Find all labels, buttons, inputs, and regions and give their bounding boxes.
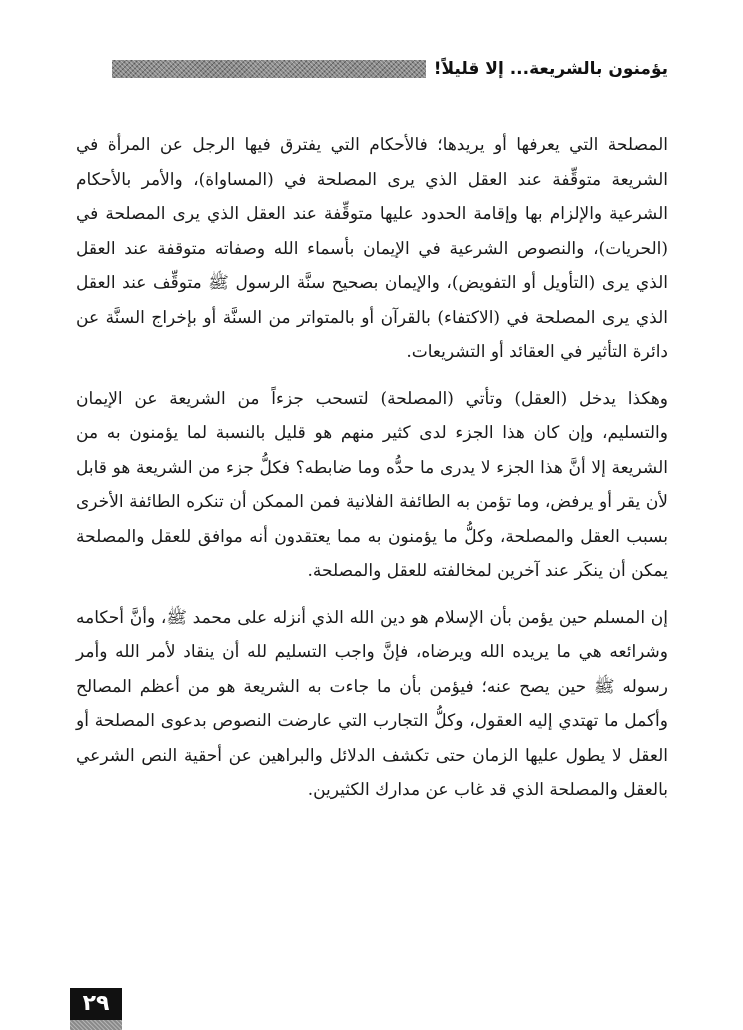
paragraph-3: إن المسلم حين يؤمن بأن الإسلام هو دين الله الذي أنزله على محمد ﷺ، وأنَّ أحكامه وشرائعه هي ما يريده الله ويرضاه، فإنَّ واجب التسليم لله أن ينقاد لأمر الله وأمر رسوله ﷺ حين يصح عنه؛ فيؤمن بأن ما جاءت به الشريعة هو من أعظم المصالح وأكمل ما تهتدي إليه العقول، وكلُّ التجارب التي عارضت النصوص بدعوى المصلحة أو العقل لا يطول عليها الزمان حتى تكشف الدلائل والبراهين عن أحقية النص الشرعي بالعقل والمصلحة الذي قد غاب عن مدارك الكثيرين. [76,607,668,800]
running-title: يؤمنون بالشريعة... إلا قليلاً! [433,59,668,79]
running-header [112,58,668,80]
body-text [76,128,668,808]
page-number-decorative-band [70,1020,122,1030]
header-decorative-band [112,60,426,78]
paragraph-2: وهكذا يدخل (العقل) وتأتي (المصلحة) لتسحب جزءاً من الشريعة عن الإيمان والتسليم، وإن كان هذا الجزء لدى كثير منهم هو قليل بالنسبة لما يؤمنون به من الشريعة إلا أنَّ هذا الجزء لا يدرى ما حدُّه وما ضابطه؟ فكلُّ جزء من الشريعة هو قابل لأن يقر أو يرفض، وما تؤمن به الطائفة الفلانية فمن الممكن أن تنكره الطائفة الأخرى بسبب العقل والمصلحة، وكلُّ ما يؤمنون به مما يعتقدون أنه موافق للعقل والمصلحة يمكن أن ينكَر عند آخرين لمخالفته للعقل والمصلحة. [76,388,668,581]
page-number: ٢٩ [70,988,122,1020]
paragraph-1: المصلحة التي يعرفها أو يريدها؛ فالأحكام التي يفترق فيها الرجل عن المرأة في الشريعة متوقِّفة عند العقل الذي يرى المصلحة في (المساواة)، والأمر بالأحكام الشرعية والإلزام بها وإقامة الحدود عليها متوقِّفة عند العقل الذي يرى المصلحة في (الحريات)، والنصوص الشرعية في الإيمان بأسماء الله وصفاته متوقفة عند العقل الذي يرى (التأويل أو التفويض)، والإيمان بصحيح سنَّة الرسول ﷺ متوقِّف عند العقل الذي يرى المصلحة في (الاكتفاء) بالقرآن أو بالمتواتر من السنَّة أو بإخراج السنَّة عن دائرة التأثير في العقائد أو التشريعات. [76,135,668,362]
